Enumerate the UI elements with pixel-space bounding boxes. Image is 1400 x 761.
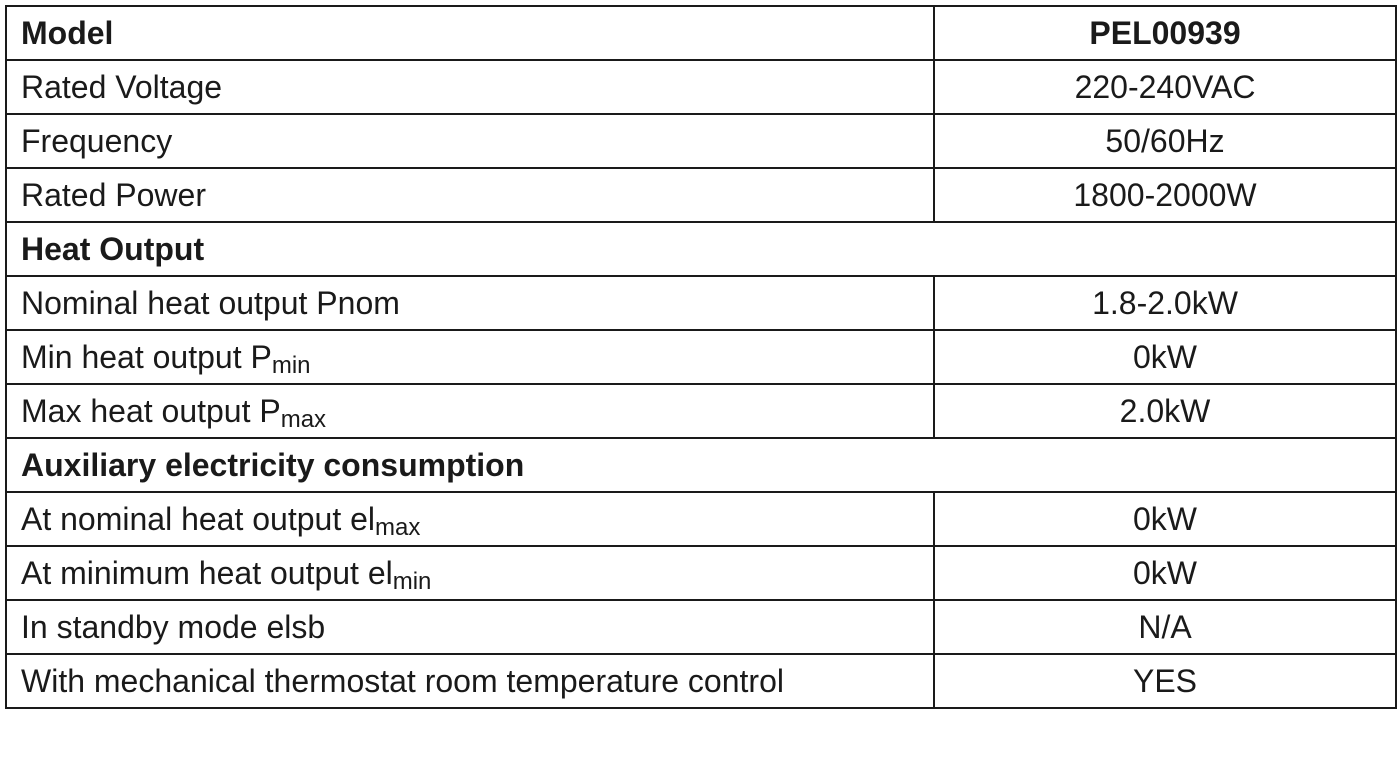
row-label-subscript: max <box>280 406 327 433</box>
row-label-subscript: max <box>375 514 421 541</box>
table-row <box>6 114 1396 168</box>
section-row-heat-output <box>6 222 1396 276</box>
specification-table <box>5 5 1397 709</box>
row-label-text: At nominal heat output el <box>21 501 376 537</box>
row-value: 0kW <box>934 492 1396 546</box>
model-value: PEL00939 <box>934 6 1396 60</box>
section-row-auxiliary-consumption <box>6 438 1396 492</box>
row-value: 1.8-2.0kW <box>934 276 1396 330</box>
row-value: 1800-2000W <box>934 168 1396 222</box>
row-value: 50/60Hz <box>934 114 1396 168</box>
table-row <box>6 546 1396 600</box>
row-label: Frequency <box>6 114 934 168</box>
table-row <box>6 330 1396 384</box>
row-label <box>6 654 934 708</box>
table-row <box>6 276 1396 330</box>
row-label <box>6 384 934 438</box>
row-value: 0kW <box>934 330 1396 384</box>
row-label-subscript: min <box>392 568 432 595</box>
table-row <box>6 492 1396 546</box>
row-label <box>6 546 934 600</box>
section-heading-auxiliary-consumption: Auxiliary electricity consumption <box>6 438 1396 492</box>
model-label: Model <box>6 6 934 60</box>
row-value: 220-240VAC <box>934 60 1396 114</box>
section-heading-heat-output: Heat Output <box>6 222 1396 276</box>
row-value: 2.0kW <box>934 384 1396 438</box>
row-label <box>6 276 934 330</box>
row-label-text: In standby mode elsb <box>21 609 326 645</box>
row-label <box>6 330 934 384</box>
row-value: N/A <box>934 600 1396 654</box>
row-value: YES <box>934 654 1396 708</box>
row-label <box>6 492 934 546</box>
row-label <box>6 600 934 654</box>
row-value: 0kW <box>934 546 1396 600</box>
table-row <box>6 60 1396 114</box>
row-label: Rated Power <box>6 168 934 222</box>
table-row <box>6 654 1396 708</box>
row-label-text: At minimum heat output el <box>21 555 393 591</box>
row-label-subscript: min <box>271 352 311 379</box>
row-label-text: Min heat output P <box>21 339 272 375</box>
table-row <box>6 168 1396 222</box>
row-label-text: Max heat output P <box>21 393 281 429</box>
table-row <box>6 600 1396 654</box>
row-label-text: Nominal heat output Pnom <box>21 285 400 321</box>
row-label: Rated Voltage <box>6 60 934 114</box>
row-label-text: With mechanical thermostat room temperature control <box>21 663 784 699</box>
table-header-row <box>6 6 1396 60</box>
table-row <box>6 384 1396 438</box>
